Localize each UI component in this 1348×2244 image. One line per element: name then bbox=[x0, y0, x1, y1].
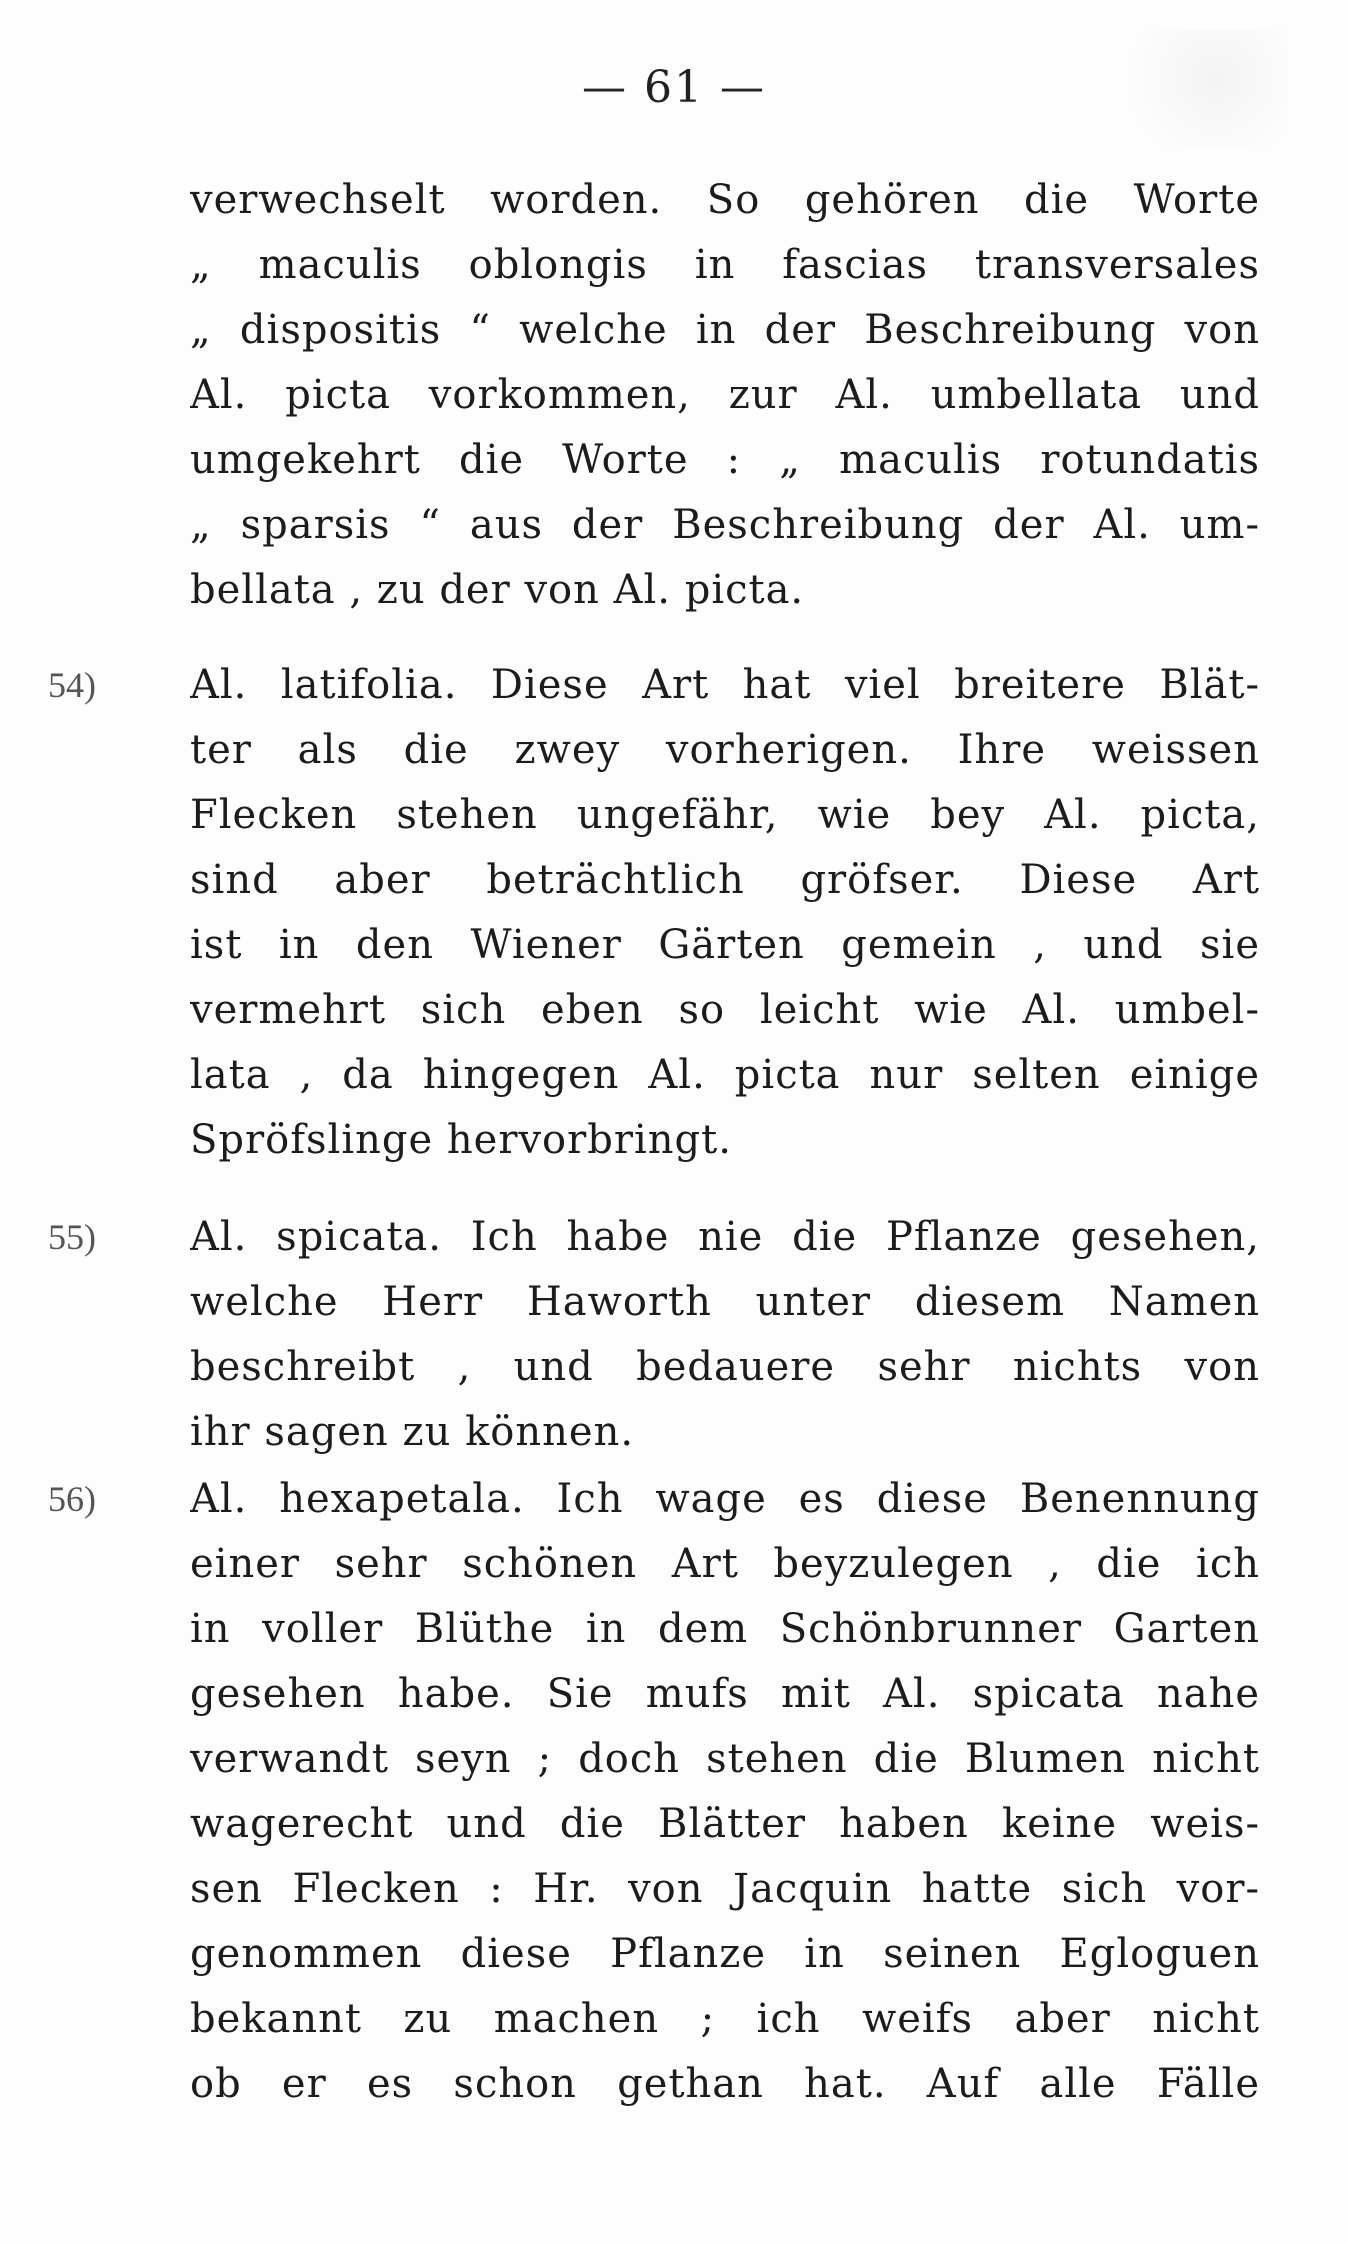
text-line: wagerecht und die Blätter haben keine weis- bbox=[190, 1801, 1260, 1847]
text-line: sen Flecken : Hr. von Jacquin hatte sich vor- bbox=[190, 1866, 1260, 1912]
entry-55-paragraph bbox=[190, 1205, 1260, 1465]
text-line: „ maculis oblongis in fascias transversales bbox=[190, 242, 1260, 288]
continuation-paragraph bbox=[190, 168, 1260, 623]
text-line: gesehen habe. Sie mufs mit Al. spicata nahe bbox=[190, 1671, 1260, 1717]
entry-number: 55) bbox=[48, 1217, 96, 1257]
text-line: welche Herr Haworth unter diesem Namen bbox=[190, 1279, 1260, 1325]
text-line: Spröfslinge hervorbringt. bbox=[190, 1117, 732, 1163]
text-line: bekannt zu machen ; ich weifs aber nicht bbox=[190, 1996, 1260, 2042]
text-line: umgekehrt die Worte : „ maculis rotundatis bbox=[190, 437, 1260, 483]
text-line: Al. picta vorkommen, zur Al. umbellata und bbox=[190, 372, 1260, 418]
text-line: ihr sagen zu können. bbox=[190, 1409, 635, 1455]
text-line: „ dispositis “ welche in der Beschreibung von bbox=[190, 307, 1260, 353]
text-line: „ sparsis “ aus der Beschreibung der Al. um- bbox=[190, 502, 1260, 548]
text-line: verwechselt worden. So gehören die Worte bbox=[190, 177, 1260, 223]
entry-number: 56) bbox=[48, 1479, 96, 1519]
text-line: Al. latifolia. Diese Art hat viel breitere Blät- bbox=[190, 662, 1260, 708]
text-line: ob er es schon gethan hat. Auf alle Fälle bbox=[190, 2061, 1260, 2107]
page-number: — 61 — bbox=[582, 62, 766, 113]
text-line: beschreibt , und bedauere sehr nichts von bbox=[190, 1344, 1260, 1390]
text-line: Al. hexapetala. Ich wage es diese Benennung bbox=[190, 1476, 1260, 1522]
text-line: einer sehr schönen Art beyzulegen , die ich bbox=[190, 1541, 1260, 1587]
text-line: genommen diese Pflanze in seinen Egloguen bbox=[190, 1931, 1260, 1977]
text-line: bellata , zu der von Al. picta. bbox=[190, 567, 805, 613]
text-line: verwandt seyn ; doch stehen die Blumen nicht bbox=[190, 1736, 1260, 1782]
text-line: vermehrt sich eben so leicht wie Al. umbel- bbox=[190, 987, 1260, 1033]
text-line: Al. spicata. Ich habe nie die Pflanze gesehen, bbox=[190, 1214, 1260, 1260]
entry-56-paragraph bbox=[190, 1467, 1260, 2117]
text-line: ist in den Wiener Gärten gemein , und sie bbox=[190, 922, 1260, 968]
text-line: sind aber beträchtlich gröfser. Diese Art bbox=[190, 857, 1260, 903]
text-line: ter als die zwey vorherigen. Ihre weissen bbox=[190, 727, 1260, 773]
entry-number: 54) bbox=[48, 665, 96, 705]
text-line: in voller Blüthe in dem Schönbrunner Garten bbox=[190, 1606, 1260, 1652]
text-line: lata , da hingegen Al. picta nur selten einige bbox=[190, 1052, 1260, 1098]
text-line: Flecken stehen ungefähr, wie bey Al. picta, bbox=[190, 792, 1260, 838]
entry-54-paragraph bbox=[190, 653, 1260, 1173]
